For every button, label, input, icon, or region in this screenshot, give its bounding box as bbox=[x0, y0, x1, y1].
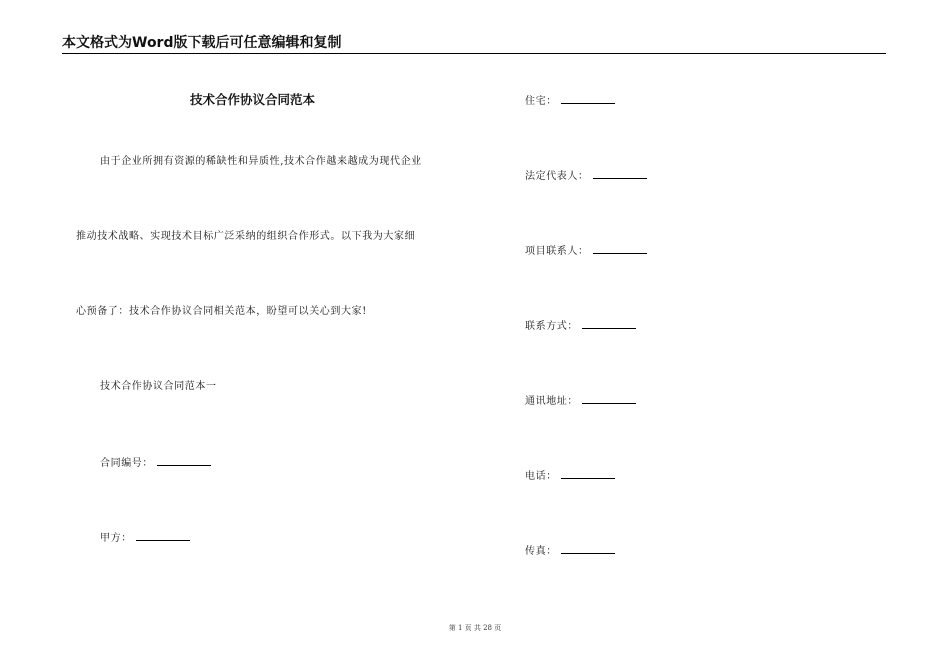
contract-number-label: 合同编号： bbox=[100, 458, 153, 469]
section-heading: 技术合作协议合同范本一 bbox=[100, 381, 217, 392]
address-field bbox=[525, 393, 636, 409]
contract-number-blank bbox=[157, 455, 211, 466]
residence-blank bbox=[561, 93, 615, 104]
contract-number-field bbox=[100, 455, 211, 471]
paragraph-line-1: 由于企业所拥有资源的稀缺性和异质性,技术合作越来越成为现代企业 bbox=[100, 156, 422, 167]
page-footer: 第 1 页 共 28 页 bbox=[448, 624, 502, 632]
phone-field bbox=[525, 468, 615, 484]
project-contact-label: 项目联系人： bbox=[525, 246, 589, 257]
phone-label: 电话： bbox=[525, 471, 557, 482]
legal-rep-field bbox=[525, 168, 647, 184]
party-a-field bbox=[100, 530, 190, 546]
paragraph-line-3: 心预备了：技术合作协议合同相关范本，盼望可以关心到大家! bbox=[76, 306, 367, 317]
contact-method-field bbox=[525, 318, 636, 334]
contact-method-blank bbox=[582, 318, 636, 329]
header-text: 本文格式为Word版下载后可任意编辑和复制 bbox=[62, 35, 342, 51]
project-contact-field bbox=[525, 243, 647, 259]
address-blank bbox=[582, 393, 636, 404]
phone-blank bbox=[561, 468, 615, 479]
page-header bbox=[62, 35, 886, 54]
address-label: 通讯地址： bbox=[525, 396, 578, 407]
party-a-blank bbox=[136, 530, 190, 541]
project-contact-blank bbox=[593, 243, 647, 254]
party-a-label: 甲方： bbox=[100, 533, 132, 544]
fax-blank bbox=[561, 543, 615, 554]
fax-label: 传真： bbox=[525, 546, 557, 557]
fax-field bbox=[525, 543, 615, 559]
contact-method-label: 联系方式： bbox=[525, 321, 578, 332]
paragraph-line-2: 推动技术战略、实现技术目标广泛采纳的组织合作形式。以下我为大家细 bbox=[76, 231, 416, 242]
residence-label: 住宅： bbox=[525, 96, 557, 107]
legal-rep-label: 法定代表人： bbox=[525, 171, 589, 182]
legal-rep-blank bbox=[593, 168, 647, 179]
residence-field bbox=[525, 93, 615, 109]
document-title: 技术合作协议合同范本 bbox=[190, 92, 316, 107]
